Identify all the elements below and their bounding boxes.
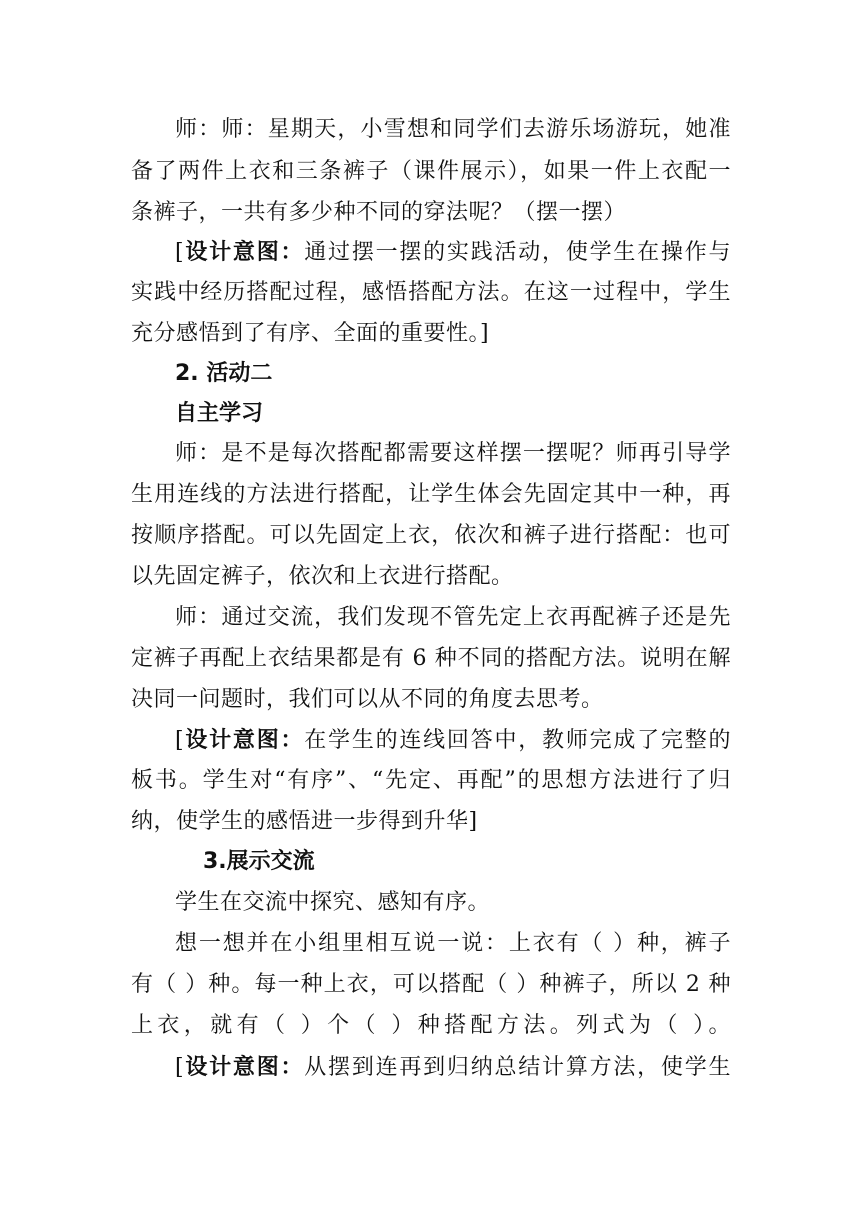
- section-heading: 2. 活动二: [175, 361, 273, 386]
- design-intent-line: [175, 1053, 731, 1082]
- paragraph-line: 有（ ）种。每一种上衣，可以搭配（ ）种裤子，所以 2 种: [131, 972, 731, 997]
- paragraph-line: 实践中经历搭配过程，感悟搭配方法。在这一过程中，学生: [131, 280, 731, 305]
- design-intent-text: 在学生的连线回答中，教师完成了完整的: [304, 728, 731, 753]
- design-intent-text: 通过摆一摆的实践活动，使学生在操作与: [304, 240, 731, 265]
- design-intent-line: [175, 726, 731, 755]
- design-intent-label: 设计意图：: [184, 239, 305, 265]
- design-intent-label: 设计意图：: [184, 1054, 305, 1080]
- paragraph-line: 上衣，就有（ ）个（ ）种搭配方法。列式为（ ）。: [131, 1013, 731, 1038]
- paragraph-line: 生用连线的方法进行搭配，让学生体会先固定其中一种，再: [131, 482, 731, 507]
- design-intent-text: 从摆到连再到归纳总结计算方法，使学生: [304, 1055, 731, 1080]
- paragraph-line: 板书。学生对“有序”、“先定、再配”的思想方法进行了归: [131, 768, 731, 793]
- design-intent-line: [175, 238, 731, 267]
- paragraph-line: 想一想并在小组里相互说一说：上衣有（ ）种，裤子: [175, 931, 731, 956]
- paragraph-line: 条裤子，一共有多少种不同的穿法呢？（摆一摆）: [131, 200, 627, 225]
- paragraph-line: 按顺序搭配。可以先固定上衣，依次和裤子进行搭配：也可: [131, 523, 731, 548]
- bracket-open: [: [175, 240, 185, 265]
- paragraph-line: 决同一问题时，我们可以从不同的角度去思考。: [131, 687, 604, 712]
- paragraph-line: 备了两件上衣和三条裤子（课件展示），如果一件上衣配一: [131, 159, 731, 184]
- paragraph-line: 师：通过交流，我们发现不管先定上衣再配裤子还是先: [175, 605, 731, 630]
- design-intent-label: 设计意图：: [184, 727, 305, 753]
- bracket-open: [: [175, 728, 185, 753]
- subsection-heading: 自主学习: [175, 401, 264, 426]
- bracket-open: [: [175, 1055, 185, 1080]
- paragraph-line: 师：是不是每次搭配都需要这样摆一摆呢？师再引导学: [175, 441, 731, 466]
- paragraph-line: 学生在交流中探究、感知有序。: [175, 890, 491, 915]
- paragraph-line: 以先固定裤子，依次和上衣进行搭配。: [131, 564, 514, 589]
- paragraph-line: 定裤子再配上衣结果都是有 6 种不同的搭配方法。说明在解: [131, 646, 731, 671]
- paragraph-line: 师：师：星期天，小雪想和同学们去游乐场游玩，她准: [175, 117, 731, 142]
- paragraph-line: 充分感悟到了有序、全面的重要性。]: [131, 321, 490, 346]
- paragraph-line: 纳，使学生的感悟进一步得到升华]: [131, 809, 478, 834]
- section-heading: 3.展示交流: [203, 849, 315, 874]
